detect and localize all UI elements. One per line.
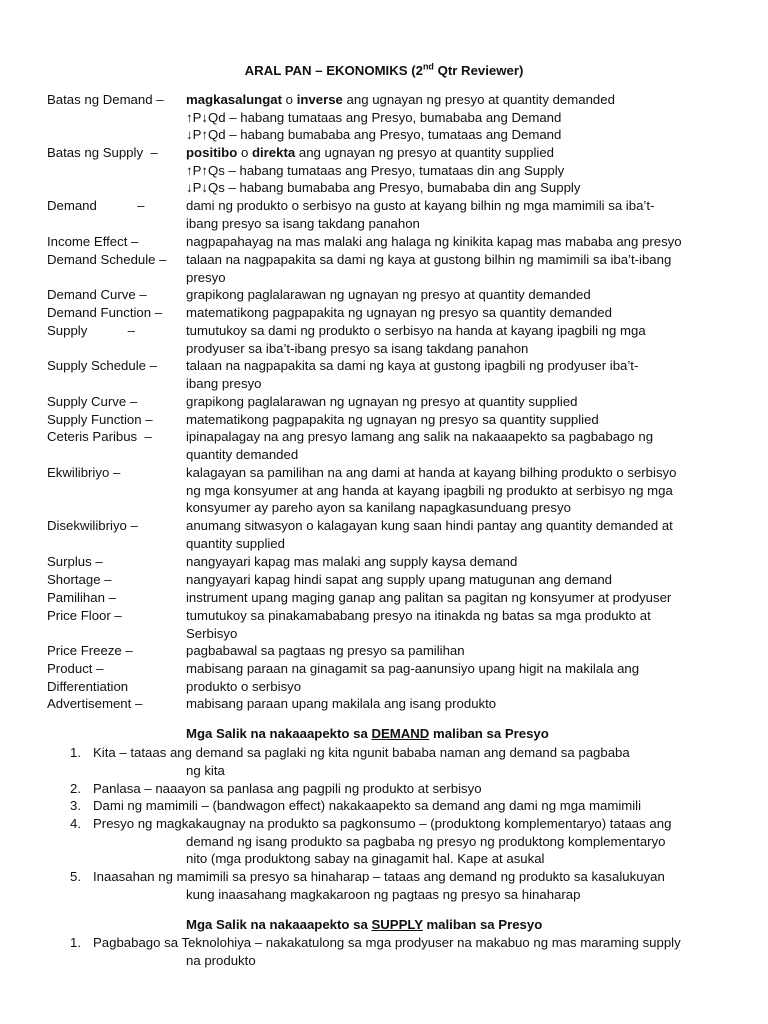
list-number: 4. [70,816,81,831]
definition-line: Serbisyo [186,625,238,641]
text: ang ugnayan ng presyo at quantity demanded [342,92,615,107]
definition-line: nangyayari kapag hindi sapat ang supply upang matugunan ang demand [186,572,612,587]
definition-line: produkto o serbisyo [186,678,302,694]
term-label: Batas ng Supply – [47,145,158,160]
term-label: Demand Schedule – [47,252,167,267]
definition-line: mabisang paraan upang makilala ang isang produkto [186,696,497,711]
definition-line: talaan na nagpapakita sa dami ng kaya at gustong ipagbili ng prodyuser iba’t- [186,358,639,373]
definition-line: grapikong paglalarawan ng ugnayan ng presyo at quantity demanded [186,287,591,302]
title-tail: Qtr Reviewer) [433,63,524,78]
supply-factors-heading [186,916,542,934]
heading-text: Mga Salik na nakaaapekto sa [186,917,372,932]
list-number: 5. [70,869,81,884]
definition-line: instrument upang maging ganap ang palitan sa pagitan ng konsyumer at prodyuser [186,590,672,605]
definition-text [186,553,731,571]
definition-line: prodyuser sa iba’t-ibang presyo sa isang takdang panahon [186,340,529,356]
definition-text [186,357,731,392]
definition-text [186,144,731,197]
definition-text [186,571,731,589]
heading-text: maliban sa Presyo [429,726,549,741]
definition-text [186,660,731,695]
definition-text [186,322,731,357]
demand-factors-heading [186,725,549,743]
term-label: Supply Schedule – [47,358,157,373]
term-label: Demand Function – [47,305,163,320]
term-label: Ekwilibriyo – [47,465,121,480]
definition-text [186,286,731,304]
list-text-continued: ng kita [186,762,225,778]
term-label: Surplus – [47,554,103,569]
definition-line: ng mga konsyumer at ang handa at kayang ipagbili ng produkto at serbisyo ng mga [186,482,673,498]
definition-line: tumutukoy sa pinakamababang presyo na itinakda ng batas sa mga produkto at [186,608,651,623]
definition-line: talaan na nagpapakita sa dami ng kaya at gustong bilhin ng mamimili sa iba’t-ibang [186,252,672,267]
definition-line: pagbabawal sa pagtaas ng presyo sa pamilihan [186,643,465,658]
definition-line: matematikong pagpapakita ng ugnayan ng presyo sa quantity supplied [186,412,599,427]
definition-line: nagpapahayag na mas malaki ang halaga ng kinikita kapag mas mababa ang presyo [186,234,682,249]
emphasis: positibo [186,145,238,160]
term-label: Advertisement – [47,696,143,711]
term-label: Supply Curve – [47,394,138,409]
term-label: Product – Differentiation [47,661,129,694]
definition-text [186,695,731,713]
title-main: ARAL PAN – EKONOMIKS (2 [244,63,423,78]
definition-text [186,428,731,463]
term-label: Price Freeze – [47,643,133,658]
title-superscript: nd [422,61,434,72]
definition-line: ipinapalagay na ang presyo lamang ang salik na nakaaapekto sa pagbabago ng [186,429,654,444]
definition-text [186,233,731,251]
heading-text: maliban sa Presyo [422,917,543,932]
list-number: 2. [70,781,81,796]
emphasis: direkta [251,145,296,160]
definition-text [186,411,731,429]
list-text: Pagbabago sa Teknolohiya – nakakatulong sa mga prodyuser na makabuo ng mas maraming supply [93,935,681,950]
list-number: 1. [70,935,81,950]
definition-line: ibang presyo sa isang takdang panahon [186,215,420,231]
term-label: Price Floor – [47,608,122,623]
rule-line: ↓P↓Qs – habang bumababa ang Presyo, bumababa din ang Supply [186,180,581,196]
list-text-continued: kung inaasahang magkakaroon ng pagtaas ng presyo sa hinaharap [186,886,581,902]
definition-text [186,607,731,642]
definition-line: anumang sitwasyon o kalagayan kung saan hindi pantay ang quantity demanded at [186,518,673,533]
list-text-continued: na produkto [186,952,256,968]
definition-line: grapikong paglalarawan ng ugnayan ng presyo at quantity supplied [186,394,578,409]
term-label: Supply – [47,323,135,338]
definition-text [186,393,731,411]
definition-line: dami ng produkto o serbisyo na gusto at kayang bilhin ng mga mamimili sa iba’t- [186,198,655,213]
list-number: 1. [70,745,81,760]
heading-keyword: SUPPLY [371,917,423,932]
heading-keyword: DEMAND [371,726,430,741]
definition-line: kalagayan sa pamilihan na ang dami at handa at kayang bilhing produkto o serbisyo [186,465,677,480]
definition-line: presyo [186,269,226,285]
term-label: Supply Function – [47,412,153,427]
term-label: Income Effect – [47,234,139,249]
definition-text [186,642,731,660]
definition-line: tumutukoy sa dami ng produkto o serbisyo na handa at kayang ipagbili ng mga [186,323,646,338]
definition-text [186,251,731,286]
list-text: Panlasa – naaayon sa panlasa ang pagpili ng produkto at serbisyo [93,781,482,796]
term-label: Shortage – [47,572,112,587]
term-label: Disekwilibriyo – [47,518,138,533]
term-label: Ceteris Paribus – [47,429,152,444]
definition-line: mabisang paraan na ginagamit sa pag-aanunsiyo upang higit na makilala ang [186,661,640,676]
emphasis: inverse [296,92,343,107]
list-text-continued: nito (mga produktong sabay na ginagamit hal. Kape at asukal [186,851,545,867]
definition-text [186,464,731,517]
text: o [237,145,252,160]
term-label: Demand Curve – [47,287,147,302]
definition-text [186,589,731,607]
heading-text: Mga Salik na nakaaapekto sa [186,726,372,741]
list-text: Inaasahan ng mamimili sa presyo sa hinaharap – tataas ang demand ng produkto sa kasalukuyan [93,869,665,884]
definition-line: quantity demanded [186,446,299,462]
list-text: Presyo ng magkakaugnay na produkto sa pagkonsumo – (produktong komplementaryo) tataas ang [93,816,672,831]
definition-line: ibang presyo [186,375,262,391]
list-text: Dami ng mamimili – (bandwagon effect) nakakaapekto sa demand ang dami ng mga mamimili [93,798,642,813]
definition-line: konsyumer ay pareho ayon sa kanilang napagkasunduang presyo [186,500,571,516]
list-text: Kita – tataas ang demand sa paglaki ng kita ngunit bababa naman ang demand sa pagbaba [93,745,630,760]
rule-line: ↓P↑Qd – habang bumababa ang Presyo, tumataas ang Demand [186,127,562,143]
rule-line: ↑P↑Qs – habang tumataas ang Presyo, tumataas din ang Supply [186,162,565,178]
definition-line: quantity supplied [186,535,285,551]
term-label: Batas ng Demand – [47,92,164,107]
definition-line: matematikong pagpapakita ng ugnayan ng presyo sa quantity demanded [186,305,612,320]
text: ang ugnayan ng presyo at quantity supplied [295,145,555,160]
definition-text [186,304,731,322]
definition-text [186,197,731,232]
emphasis: magkasalungat [186,92,283,107]
list-text-continued: demand ng isang produkto sa pagbaba ng presyo ng produktong komplementaryo [186,833,666,849]
document-title [0,62,768,79]
definition-text [186,91,731,144]
rule-line: ↑P↓Qd – habang tumataas ang Presyo, bumababa ang Demand [186,109,562,125]
text: o [282,92,297,107]
definition-line: nangyayari kapag mas malaki ang supply kaysa demand [186,554,518,569]
term-label: Demand – [47,198,145,213]
list-number: 3. [70,798,81,813]
term-label: Pamilihan – [47,590,116,605]
definition-text [186,517,731,552]
